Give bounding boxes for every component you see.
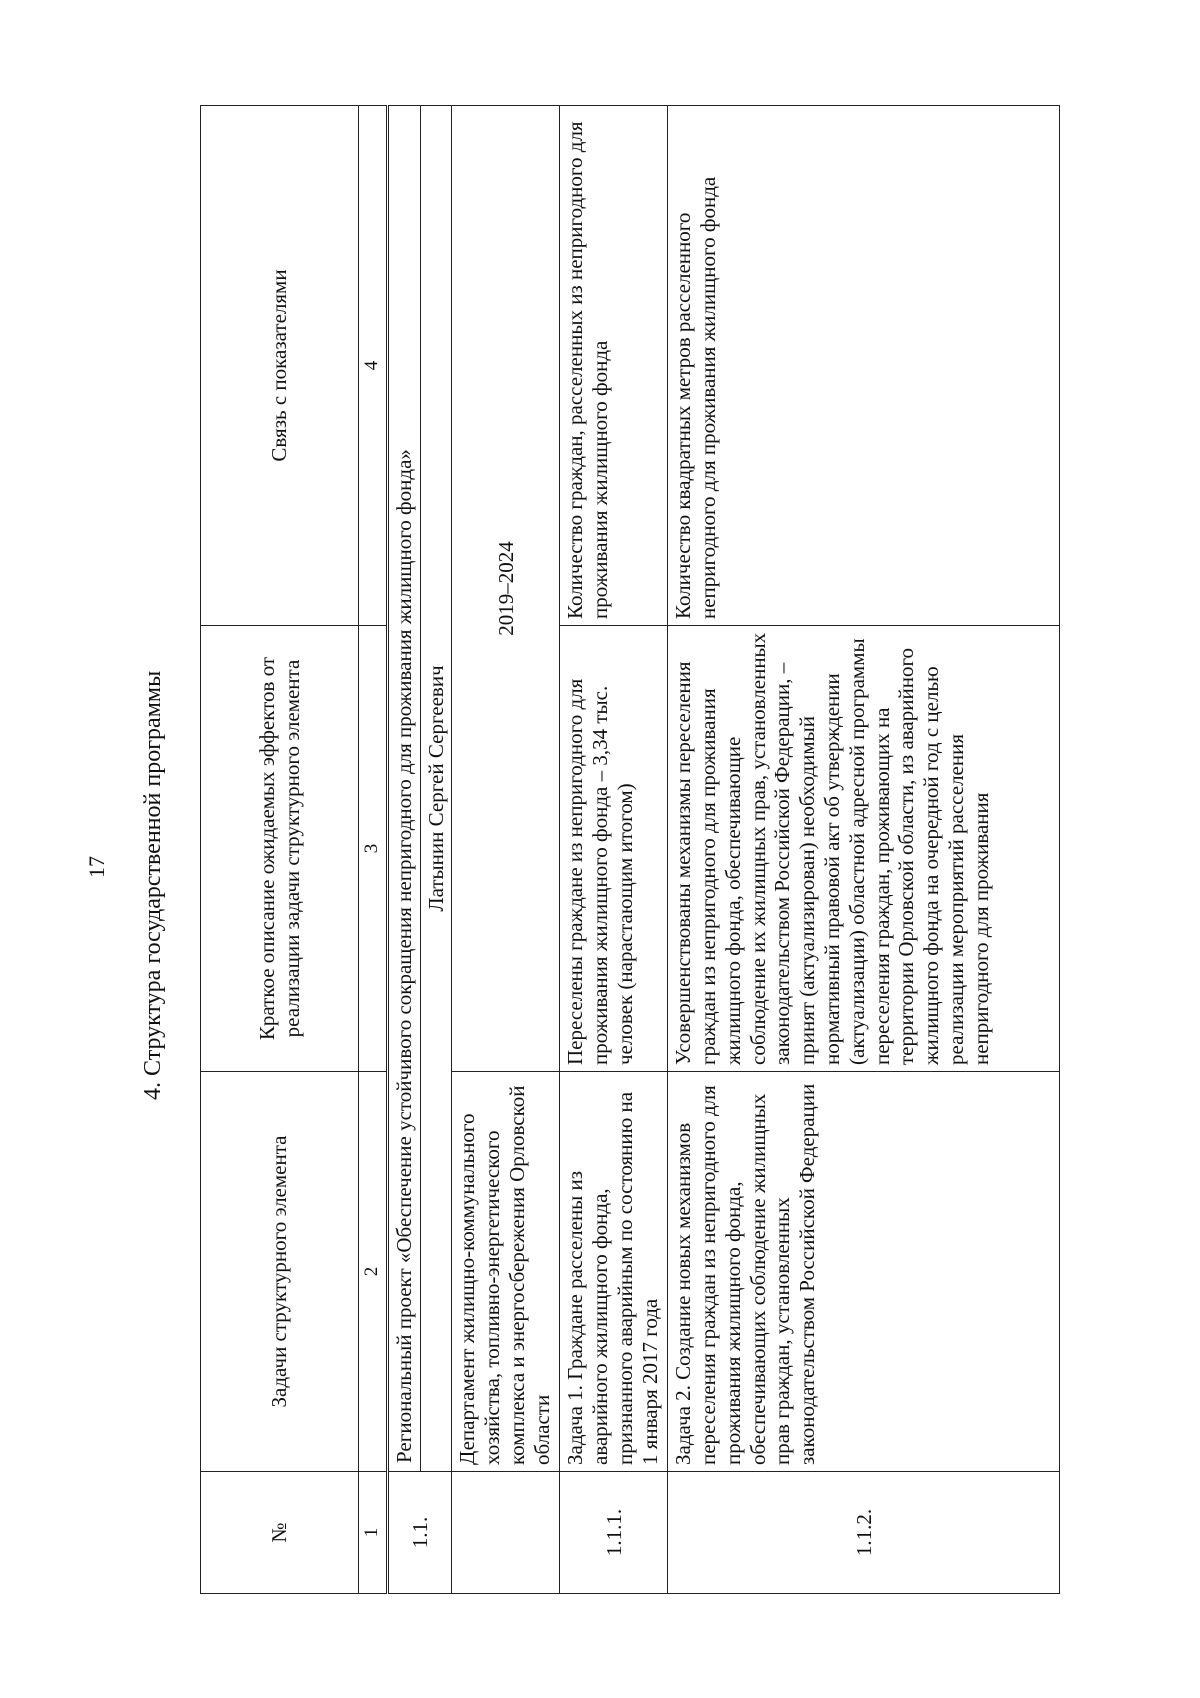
department-period: 2019–2024 bbox=[452, 106, 560, 1072]
department-name: Департамент жилищно-коммунального хозяйства, топливно-энергетического комплекса и энергосбережения Орловской области bbox=[452, 1072, 560, 1472]
column-number-1: 1 bbox=[359, 1472, 388, 1594]
program-structure-table bbox=[200, 105, 1060, 1594]
row-1-number: 1.1.1. bbox=[560, 1472, 668, 1594]
page-number: 17 bbox=[84, 856, 109, 878]
row-2-number: 1.1.2. bbox=[668, 1472, 1060, 1594]
column-number-3: 3 bbox=[359, 626, 388, 1072]
row-2-effect: Усовершенствованы механизмы переселения граждан из непригодного для проживания жилищного фонда, обеспечивающие соблюдение их жилищных прав, установленных законодательством Российской Федерации, – принят (актуализирован) необходимый нормативный правовой акт об утверждении (актуализации) областной адресной программы переселения граждан, проживающих на территории Орловской области, из аварийного жилищного фонда на очередной год с целью реализации мероприятий расселения непригодного для проживания bbox=[668, 626, 1060, 1072]
header-link: Связь с показателями bbox=[201, 106, 359, 626]
row-1-link: Количество граждан, расселенных из непригодного для проживания жилищного фонда bbox=[560, 106, 668, 626]
project-title: Региональный проект «Обеспечение устойчивого сокращения непригодного для проживания жилищного фонда» bbox=[387, 106, 420, 1472]
column-number-4: 4 bbox=[359, 106, 388, 626]
header-number: № bbox=[201, 1472, 359, 1594]
row-1-task: Задача 1. Граждане расселены из аварийного жилищного фонда, признанного аварийным по состоянию на 1 января 2017 года bbox=[560, 1072, 668, 1472]
project-responsible: Латынин Сергей Сергеевич bbox=[420, 106, 452, 1472]
department-number-cell bbox=[452, 1472, 560, 1594]
header-effect: Краткое описание ожидаемых эффектов от реализации задачи структурного элемента bbox=[201, 626, 359, 1072]
row-2-task: Задача 2. Создание новых механизмов переселения граждан из непригодного для проживания жилищного фонда, обеспечивающих соблюдение жилищных прав граждан, установленных законодательством Российской Федерации bbox=[668, 1072, 1060, 1472]
row-2-link: Количество квадратных метров расселенного непригодного для проживания жилищного фонда bbox=[668, 106, 1060, 626]
row-1-effect: Переселены граждане из непригодного для проживания жилищного фонда – 3,34 тыс. человек (нарастающим итогом) bbox=[560, 626, 668, 1072]
page-title: 4. Структура государственной программы bbox=[140, 670, 166, 1100]
column-number-2: 2 bbox=[359, 1072, 388, 1472]
project-number: 1.1. bbox=[387, 1472, 452, 1594]
header-task: Задачи структурного элемента bbox=[201, 1072, 359, 1472]
